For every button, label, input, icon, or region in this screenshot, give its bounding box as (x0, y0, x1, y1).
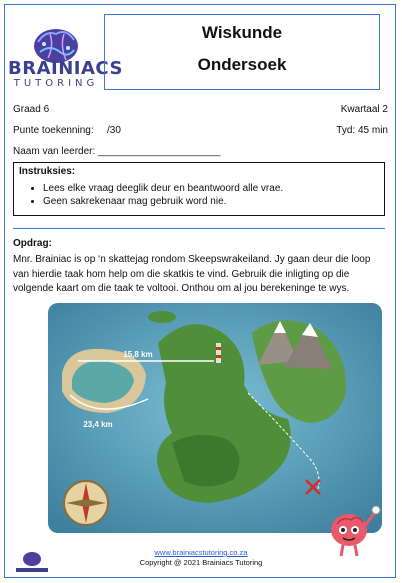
instruction-item: • Geen sakrekenaar mag gebruik word nie. (43, 195, 379, 208)
instructions-heading: Instruksies: (19, 166, 76, 177)
website-link[interactable]: www.brainiacstutoring.co.za (154, 548, 248, 557)
time-label: Tyd: 45 min (336, 125, 388, 136)
term-label: Kwartaal 2 (340, 104, 388, 115)
topic-title: Ondersoek (197, 55, 287, 74)
points-row (13, 125, 121, 137)
learner-name-field[interactable]: Naam van leerder: ______________________ (13, 146, 221, 157)
task-body: Mnr. Brainiac is op ‘n skattejag rondom Skeepswrakeiland. Jy gaan deur die loop van hierdie taak hom help om die skatkis te vind. Gebruik die inligting op die volgende kaart om die taak te voltooi. Onthou om al jou berekeninge te wys. (13, 254, 371, 294)
distance-label-top: 15,8 km (123, 350, 153, 359)
section-divider (13, 228, 385, 229)
treasure-map (48, 303, 382, 533)
grade-label: Graad 6 (13, 104, 50, 115)
footer (0, 548, 402, 568)
brand-sub: TUTORING (13, 78, 99, 89)
points-value: /30 (107, 125, 121, 136)
brand-wordmark (8, 58, 123, 89)
compass-rose-icon (64, 481, 108, 525)
task-heading: Opdrag: (13, 238, 52, 249)
brand-name: BRAINIACS (8, 58, 123, 79)
copyright-text: Copyright @ 2021 Brainiacs Tutoring (139, 558, 263, 567)
title-box (104, 14, 380, 90)
subject-title: Wiskunde (201, 23, 283, 42)
instructions-list (19, 182, 379, 208)
instruction-item: • Lees elke vraag deeglik deur en beantwoord alle vrae. (43, 182, 379, 195)
points-label: Punte toekenning: (13, 125, 94, 136)
distance-label-left: 23,4 km (83, 420, 113, 429)
instructions-box (13, 162, 385, 216)
